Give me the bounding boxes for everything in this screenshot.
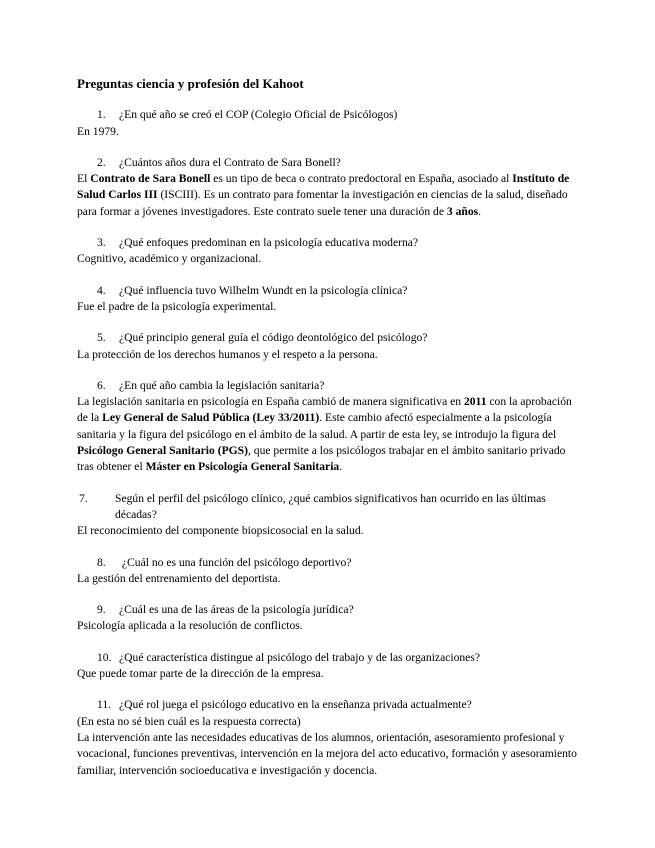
answer-text: . (339, 460, 343, 474)
answer-bold: Instituto de Salud Carlos III (77, 172, 570, 202)
question-text: ¿En qué año se creó el COP (Colegio Oficial de Psicólogos) (119, 108, 398, 122)
answer-text: La legislación sanitaria en psicología en España cambió de manera significativa en (77, 395, 464, 409)
question-10 (77, 650, 577, 666)
question-number: 3. (97, 236, 106, 250)
question-text: ¿Qué principio general guía el código deontológico del psicólogo? (119, 331, 428, 345)
question-text: ¿Qué rol juega el psicólogo educativo en la enseñanza privada actualmente? (119, 698, 472, 712)
question-text: ¿Qué enfoques predominan en la psicología educativa moderna? (119, 236, 419, 250)
question-text: ¿Qué influencia tuvo Wilhelm Wundt en la psicología clínica? (119, 283, 408, 297)
document-page (77, 76, 577, 794)
answer-text: , que permite a los psicólogos trabajar en el ámbito sanitario privado tras obtener el (77, 444, 566, 474)
question-2 (77, 155, 577, 171)
question-9 (77, 602, 577, 618)
answer-bold: Máster en Psicología General Sanitaria (145, 460, 340, 474)
question-number: 2. (97, 155, 106, 169)
answer-3: Cognitivo, académico y organizacional. (77, 252, 262, 266)
question-number: 9. (97, 603, 106, 617)
answer-bold: Contrato de Sara Bonell (90, 172, 211, 186)
question-number: 6. (97, 378, 106, 392)
answer-bold: 3 años (446, 204, 479, 218)
question-number: 1. (97, 108, 106, 122)
question-number: 11. (97, 698, 112, 712)
question-number: 5. (97, 331, 106, 345)
answer-bold: 2011 (463, 395, 487, 409)
answer-7: El reconocimiento del componente biopsicosocial en la salud. (77, 524, 364, 538)
question-number: 8. (97, 555, 106, 569)
question-text: ¿Cuál no es una función del psicólogo deportivo? (119, 555, 352, 569)
answer-4: Fue el padre de la psicología experimental. (77, 299, 277, 313)
answer-6 (77, 394, 577, 475)
answer-9: Psicología aplicada a la resolución de conflictos. (77, 619, 303, 633)
question-text: ¿Cuál es una de las áreas de la psicología jurídica? (119, 603, 354, 617)
question-number: 7. (79, 491, 88, 505)
question-7 (77, 491, 577, 524)
question-8 (77, 555, 577, 571)
document-title: Preguntas ciencia y profesión del Kahoot (77, 76, 304, 91)
answer-10: Que puede tomar parte de la dirección de la empresa. (77, 667, 324, 681)
question-3 (77, 235, 577, 251)
answer-text: . Este cambio afectó especialmente a la psicología sanitaria y la figura del psicólogo en el ámbito de la salud. A partir de esta ley, se introdujo la figura del (77, 411, 557, 441)
answer-2 (77, 171, 577, 220)
question-6 (77, 378, 577, 394)
answer-text: es un tipo de beca o contrato predoctoral en España, asociado al (210, 172, 513, 186)
answer-11: La intervención ante las necesidades educativas de los alumnos, orientación, asesoramiento profesional y vocacional, funciones preventivas, intervención en la mejora del acto educativo, formación y asesoramiento familiar, intervención socioeducativa e investigación y docencia. (77, 730, 577, 777)
answer-8: La gestión del entrenamiento del deportista. (77, 571, 281, 585)
question-text: Según el perfil del psicólogo clínico, ¿qué cambios significativos han ocurrido en las últimas décadas? (115, 491, 546, 521)
question-11-note: (En esta no sé bien cuál es la respuesta correcta) (77, 714, 301, 728)
answer-bold: Ley General de Salud Pública (Ley 33/2011) (102, 411, 320, 425)
question-1 (77, 107, 577, 123)
answer-5: La protección de los derechos humanos y el respeto a la persona. (77, 347, 378, 361)
answer-text: (ISCIII). Es un contrato para fomentar la investigación en ciencias de la salud, diseñado para formar a jóvenes investigadores. Este contrato suele tener una duración de (77, 188, 568, 218)
question-text: ¿Qué característica distingue al psicólogo del trabajo y de las organizaciones? (119, 650, 480, 664)
question-text: ¿Cuántos años dura el Contrato de Sara Bonell? (119, 155, 341, 169)
answer-text: con la aprobación de la (77, 395, 572, 425)
answer-text: . (478, 204, 482, 218)
answer-1: En 1979. (77, 124, 119, 138)
answer-bold: Psicólogo General Sanitario (PGS) (77, 444, 248, 458)
answer-text: El (77, 172, 91, 186)
question-number: 10. (97, 650, 112, 664)
question-11 (77, 697, 577, 713)
question-4 (77, 283, 577, 299)
question-text: ¿En qué año cambia la legislación sanitaria? (119, 378, 325, 392)
question-5 (77, 330, 577, 346)
question-number: 4. (97, 283, 106, 297)
